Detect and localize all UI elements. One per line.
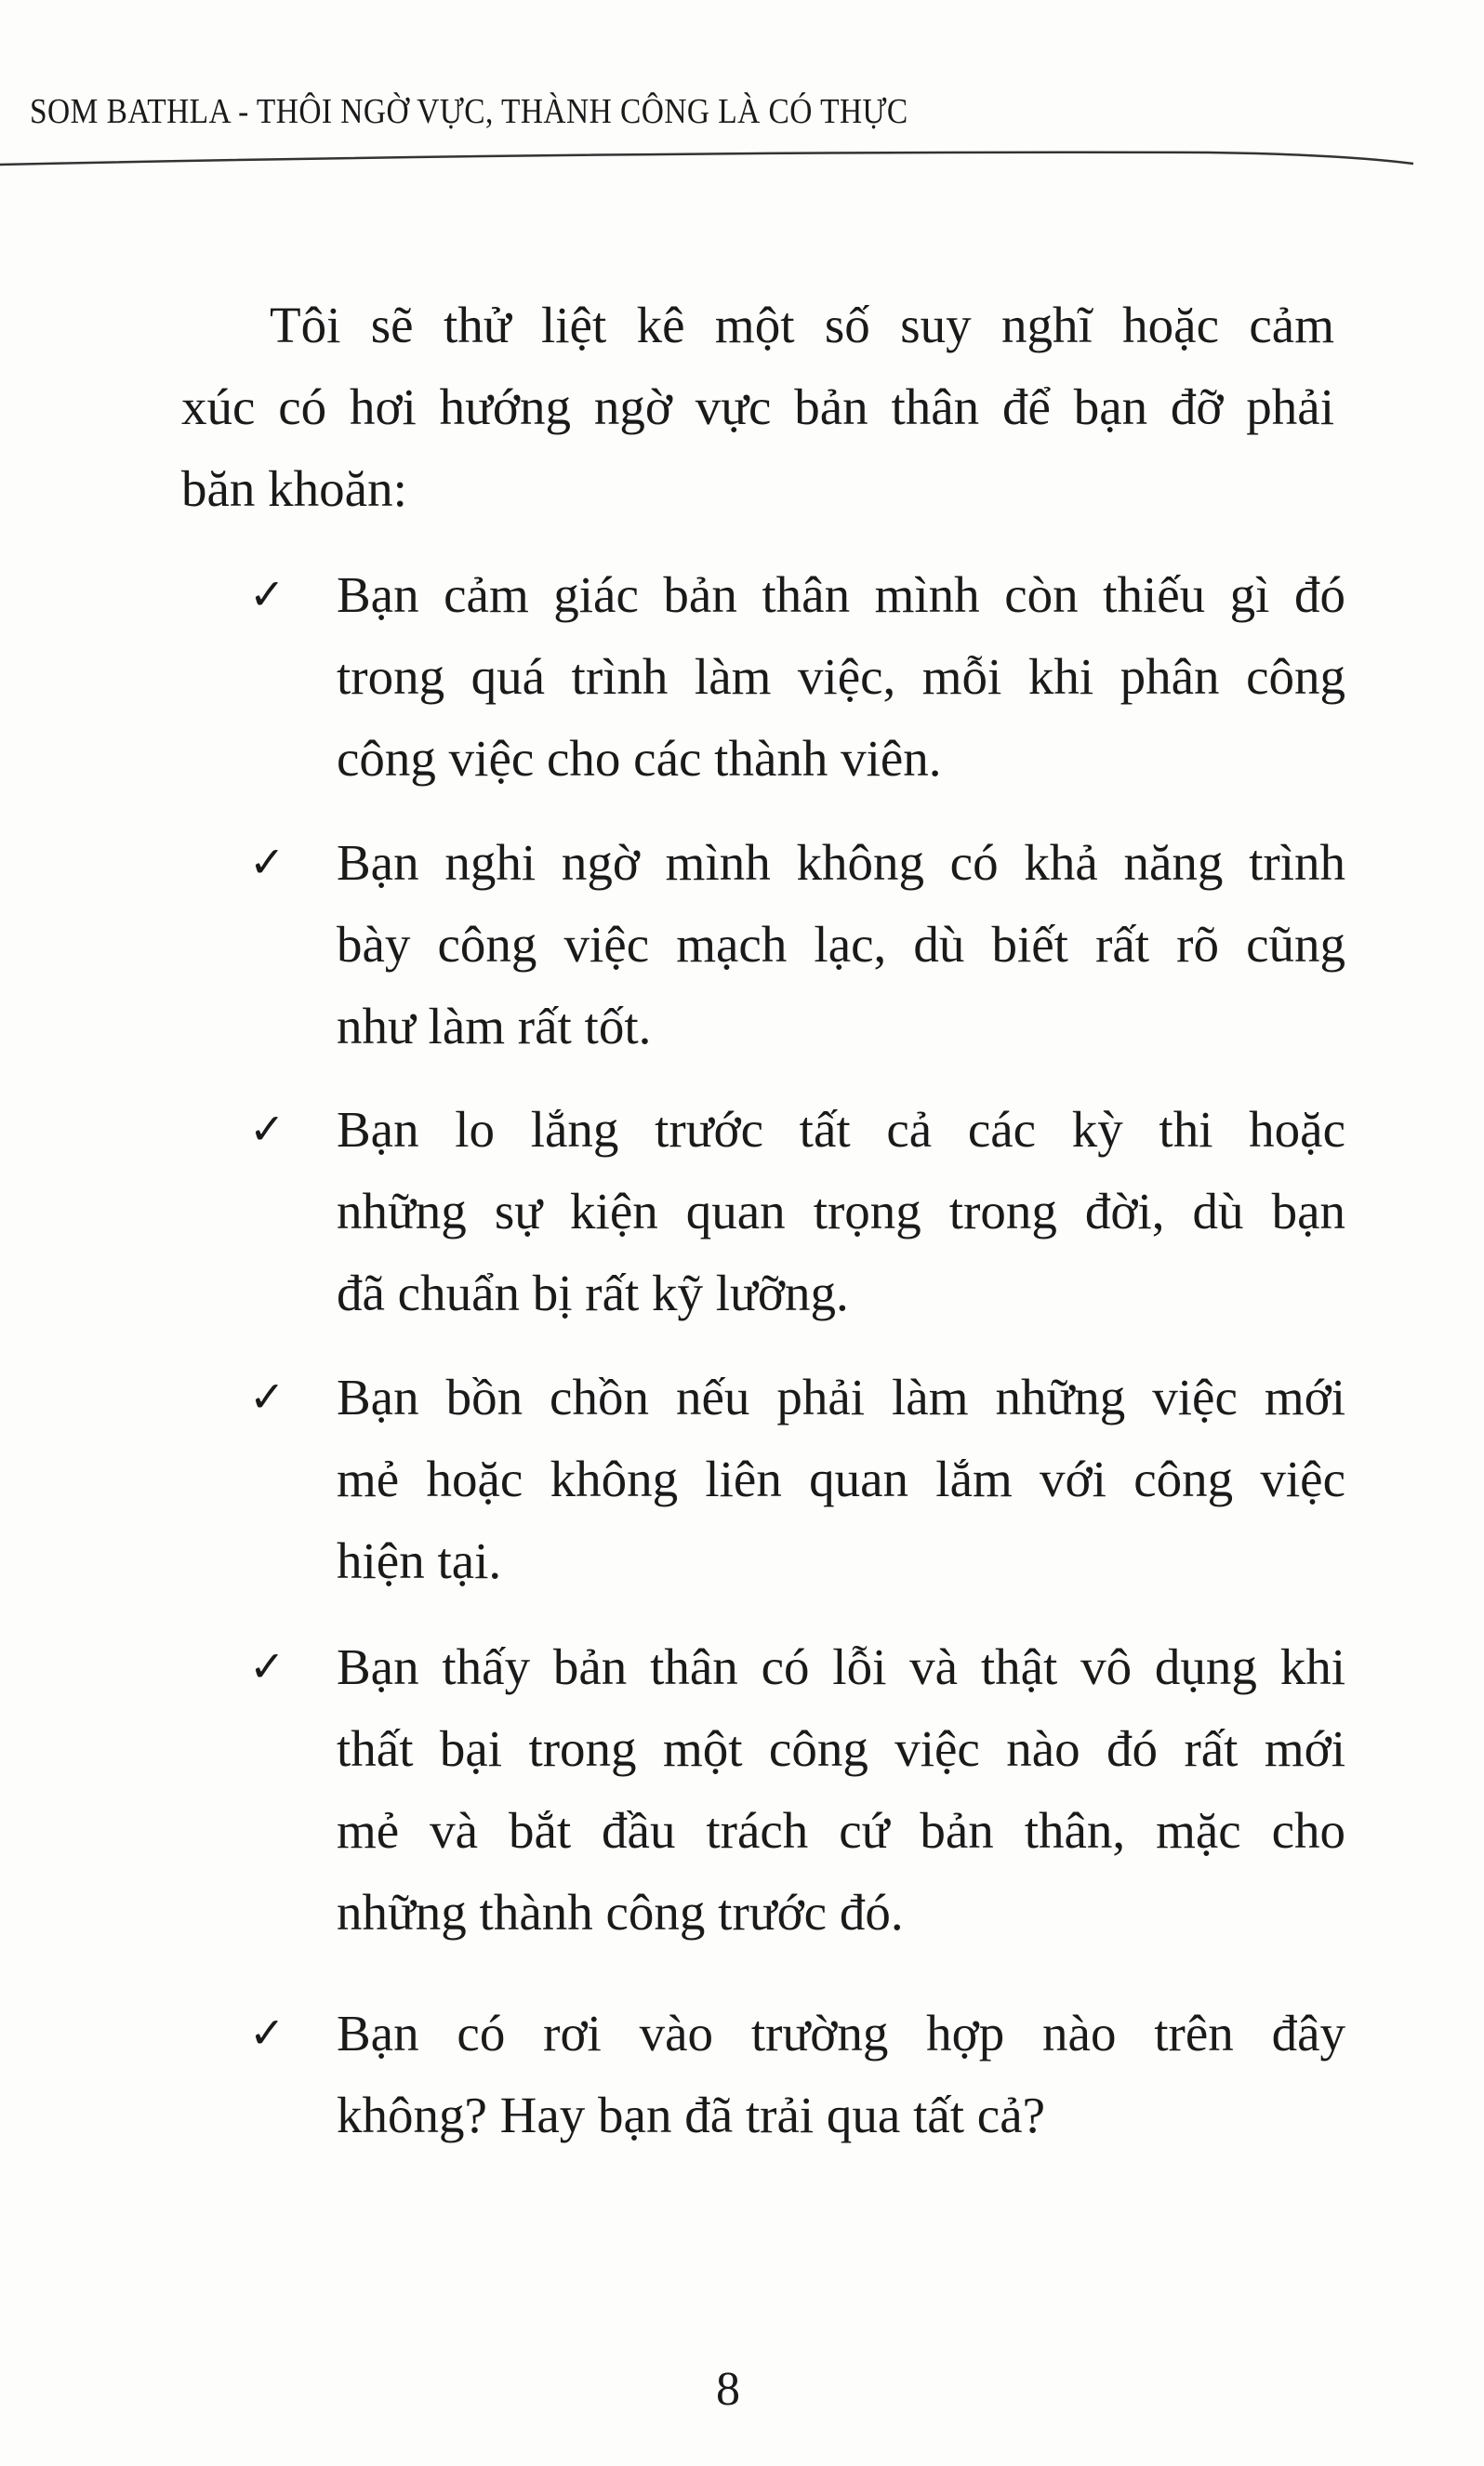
checkmark-icon: ✓: [249, 1104, 285, 1154]
checklist-item-line: những sự kiện quan trọng trong đời, dù bạn: [337, 1183, 1345, 1240]
checklist-item-line: không? Hay bạn đã trải qua tất cả?: [337, 2087, 1046, 2143]
checklist-item-line: hiện tại.: [337, 1532, 502, 1589]
checkmark-icon: ✓: [249, 2008, 285, 2058]
checklist-item-line: những thành công trước đó.: [337, 1884, 904, 1941]
intro-line: xúc có hơi hướng ngờ vực bản thân để bạn đỡ phải: [181, 378, 1334, 435]
intro-line: Tôi sẽ thử liệt kê một số suy nghĩ hoặc cảm: [270, 297, 1334, 353]
checklist-item-line: Bạn lo lắng trước tất cả các kỳ thi hoặc: [337, 1101, 1345, 1158]
checklist-item-line: Bạn nghi ngờ mình không có khả năng trình: [337, 834, 1345, 891]
checklist-item-line: thất bại trong một công việc nào đó rất mới: [337, 1720, 1345, 1777]
running-header: SOM BATHLA - THÔI NGỜ VỰC, THÀNH CÔNG LÀ CÓ THỰC: [30, 92, 908, 131]
checklist-item-line: bày công việc mạch lạc, dù biết rất rõ cũng: [337, 916, 1345, 973]
checklist-item-line: như làm rất tốt.: [337, 998, 652, 1054]
checklist-item-line: mẻ hoặc không liên quan lắm với công việc: [337, 1451, 1345, 1507]
page-number: 8: [716, 2363, 740, 2416]
checkmark-icon: ✓: [249, 837, 285, 887]
checklist-item-line: đã chuẩn bị rất kỹ lưỡng.: [337, 1265, 849, 1321]
checklist-item-line: trong quá trình làm việc, mỗi khi phân công: [337, 648, 1345, 705]
checklist-item-line: Bạn có rơi vào trường hợp nào trên đây: [337, 2005, 1345, 2062]
checklist-item-line: công việc cho các thành viên.: [337, 730, 942, 787]
checklist-item-line: Bạn bồn chồn nếu phải làm những việc mới: [337, 1369, 1345, 1425]
checkmark-icon: ✓: [249, 1641, 285, 1691]
checklist-item-line: Bạn cảm giác bản thân mình còn thiếu gì đó: [337, 566, 1345, 623]
checkmark-icon: ✓: [249, 1372, 285, 1422]
header-rule: [0, 139, 1432, 167]
intro-line: băn khoăn:: [181, 460, 407, 517]
checklist-item-line: mẻ và bắt đầu trách cứ bản thân, mặc cho: [337, 1802, 1345, 1859]
checkmark-icon: ✓: [249, 569, 285, 619]
checklist-item-line: Bạn thấy bản thân có lỗi và thật vô dụng khi: [337, 1638, 1345, 1695]
